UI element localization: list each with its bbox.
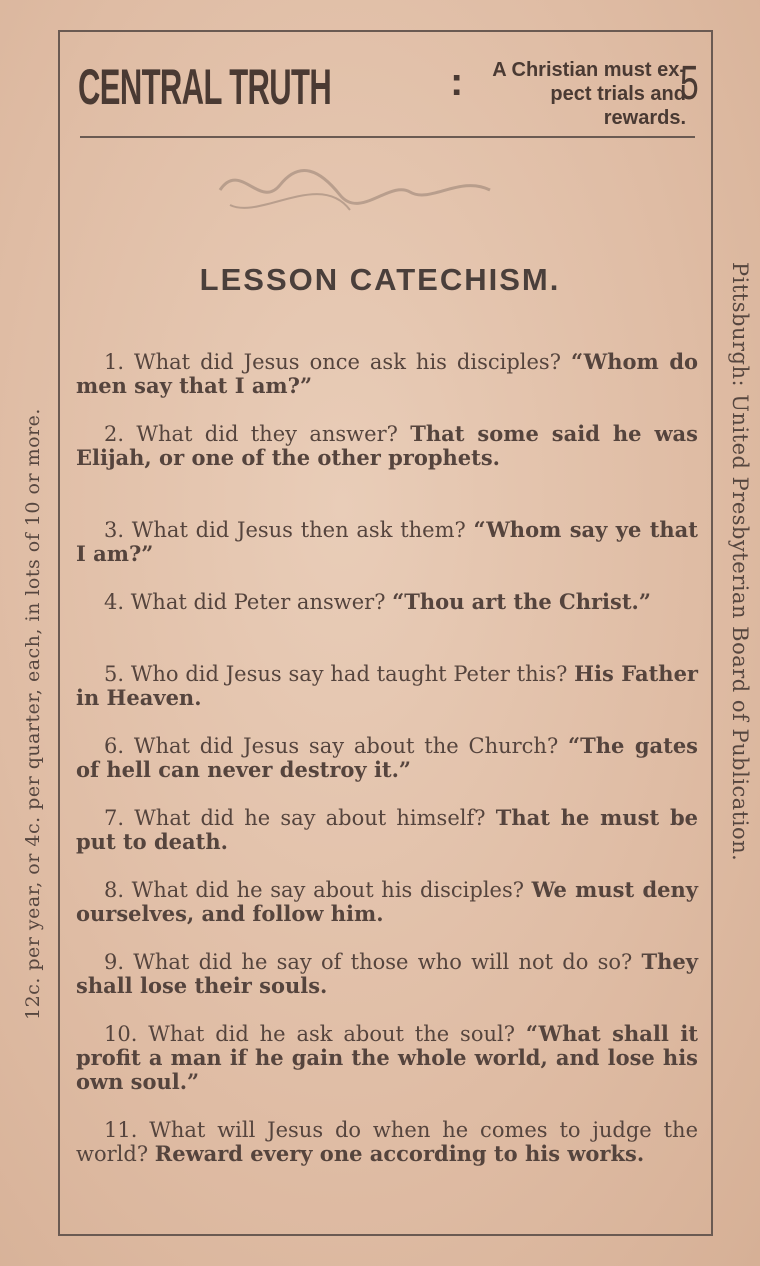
catechism-answer: “Thou art the Christ.” xyxy=(392,589,651,614)
catechism-answer: “What shall it profit a man if he gain the whole world, and lose his own soul.” xyxy=(76,1021,698,1094)
catechism-question: 2. What did they answer? xyxy=(104,422,411,446)
catechism-answer: “The gates of hell can never destroy it.” xyxy=(76,733,698,782)
catechism-item xyxy=(76,590,698,614)
catechism-question: 9. What did he say of those who will not do so? xyxy=(104,950,642,974)
catechism-text xyxy=(76,806,698,854)
header xyxy=(78,52,699,129)
catechism-answer: Reward every one according to his works. xyxy=(154,1141,645,1166)
header-colon: : xyxy=(450,60,464,104)
catechism-item xyxy=(76,1022,698,1094)
catechism-text xyxy=(76,422,698,470)
catechism-answer: “Whom say ye that I am?” xyxy=(76,517,698,566)
catechism-answer: That he must be put to death. xyxy=(76,805,698,854)
catechism-text xyxy=(76,878,698,926)
catechism-item xyxy=(76,950,698,998)
catechism-item xyxy=(76,734,698,782)
catechism-text xyxy=(76,350,698,398)
catechism-text xyxy=(76,662,698,710)
price-note: 12c. per year, or 4c. per quarter, each, in lots of 10 or more. xyxy=(22,408,44,1020)
catechism-answer: “Whom do men say that I am?” xyxy=(76,349,699,398)
catechism-item xyxy=(76,662,698,710)
catechism-text xyxy=(76,950,698,998)
catechism-text xyxy=(76,1118,698,1166)
catechism-question: 8. What did he say about his disciples? xyxy=(104,878,532,902)
catechism-text xyxy=(76,734,698,782)
catechism-item xyxy=(76,1118,698,1166)
catechism-item xyxy=(76,350,698,398)
central-truth-line1: A Christian must ex- xyxy=(492,59,686,81)
catechism-question: 7. What did he say about himself? xyxy=(104,806,496,830)
catechism-item xyxy=(76,422,698,470)
catechism-item xyxy=(76,806,698,854)
central-truth-title: CENTRAL TRUTH xyxy=(78,59,332,115)
lesson-catechism-heading: LESSON CATECHISM. xyxy=(199,262,561,297)
catechism-text xyxy=(76,590,698,614)
catechism-question: 4. What did Peter answer? xyxy=(104,590,393,614)
catechism-answer: His Father in Heaven. xyxy=(76,661,698,710)
catechism-question: 3. What did Jesus then ask them? xyxy=(104,518,474,542)
catechism-answer: That some said he was Elijah, or one of the other prophets. xyxy=(76,421,698,470)
header-divider xyxy=(80,136,695,138)
catechism-question: 5. Who did Jesus say had taught Peter this? xyxy=(104,662,575,686)
catechism-text xyxy=(76,518,698,566)
catechism-text xyxy=(76,1022,698,1094)
central-truth-text xyxy=(476,58,686,130)
central-truth-line2: pect trials and rewards. xyxy=(550,83,686,129)
catechism-answer: They shall lose their souls. xyxy=(76,949,698,998)
catechism-question: 1. What did Jesus once ask his disciples? xyxy=(104,350,571,374)
handwritten-signature xyxy=(200,150,560,230)
catechism-item xyxy=(76,518,698,566)
catechism-question: 6. What did Jesus say about the Church? xyxy=(104,734,569,758)
catechism-question: 10. What did he ask about the soul? xyxy=(104,1022,526,1046)
publisher-note: Pittsburgh: United Presbyterian Board of Publication. xyxy=(728,262,752,862)
lesson-number: 5 xyxy=(680,57,699,110)
catechism-question: 11. What will Jesus do when he comes to judge the world? xyxy=(76,1118,698,1166)
catechism-item xyxy=(76,878,698,926)
catechism-answer: We must deny ourselves, and follow him. xyxy=(76,877,698,926)
